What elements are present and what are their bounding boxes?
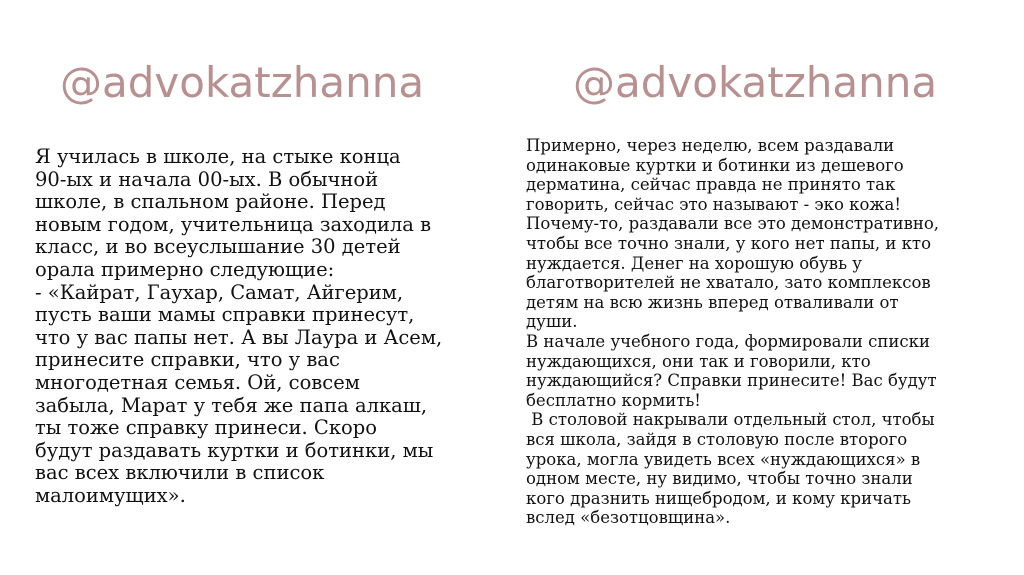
- instagram-handle-left: @advokatzhanna: [60, 58, 425, 107]
- instagram-handle-right: @advokatzhanna: [573, 58, 938, 107]
- story-text-left: Я училась в школе, на стыке конца 90-ых и начала 00-ых. В обычной школе, в спальном районе. Перед новым годом, учительница заходила в класс, и во всеуслышание 30 детей орала примерно следующие: - «Кайрат, Гаухар, Самат, Айгерим, пусть ваши мамы справки принесут, что у вас папы нет. А вы Лаура и Асем, принесите справки, что у вас многодетная семья. Ой, совсем забыла, Марат у тебя же папа алкаш, ты тоже справку принеси. Скоро будут раздавать куртки и ботинки, мы вас всех включили в список малоимущих».: [35, 145, 443, 507]
- story-text-right: Примерно, через неделю, всем раздавали одинаковые куртки и ботинки из дешевого дерматина, сейчас правда не принято так говорить, сейчас это называют - эко кожа! Почему-то, раздавали все это демонстративно, чтобы все точно знали, у кого нет папы, и кто нуждается. Денег на хорошую обувь у благотворителей не хватало, зато комплексов детям на всю жизнь вперед отваливали от души. В начале учебного года, формировали списки нуждающихся, они так и говорили, кто нуждающийся? Справки принесите! Вас будут бесплатно кормить! В столовой накрывали отдельный стол, чтобы вся школа, зайдя в столовую после второго урока, могла увидеть всех «нуждающихся» в одном месте, ну видимо, чтобы точно знали кого дразнить нищебродом, и кому кричать вслед «безотцовщина».: [526, 136, 940, 528]
